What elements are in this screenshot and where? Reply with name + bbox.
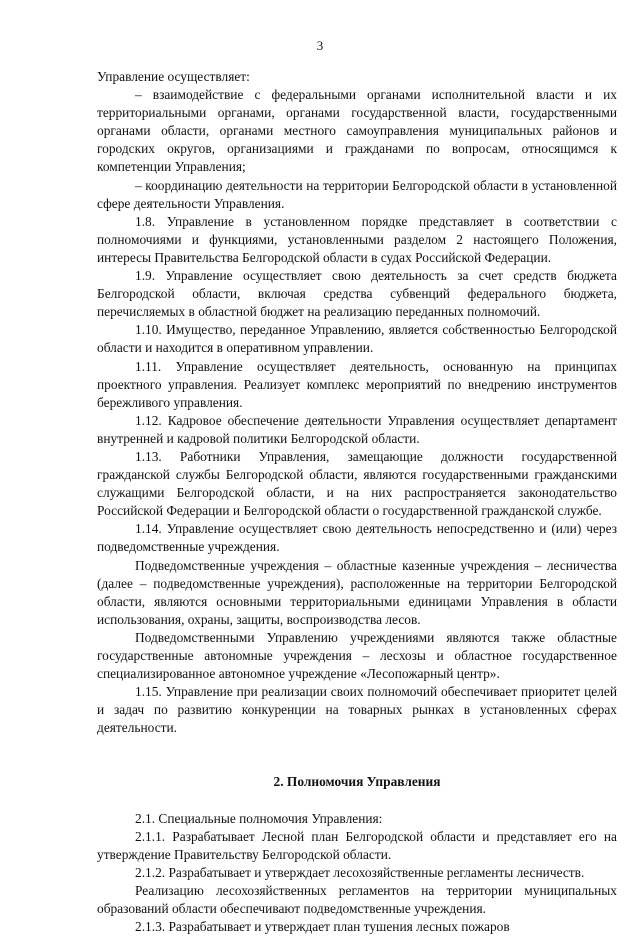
paragraph-interaction: – взаимодействие с федеральными органами исполнительной власти и их территориальными органами, органами государственной власти, государственными органами области, органами местного самоуправления муниципальных районов и городских округов, организациями и гражданами по вопросам, относящимся к компетенции Управления; [97, 87, 617, 175]
paragraph-regulations-implementation: Реализацию лесохозяйственных регламентов на территории муниципальных образований области обеспечивают подведомственные учреждения. [97, 882, 617, 917]
paragraph-2-1-1: 2.1.1. Разрабатывает Лесной план Белгородской области и представляет его на утверждение Правительству Белгородской области. [97, 828, 617, 862]
paragraph-1-11: 1.11. Управление осуществляет деятельность, основанную на принципах проектного управления. Реализует комплекс мероприятий по внедрению инструментов бережливого управления. [97, 358, 617, 410]
paragraph-1-15: 1.15. Управление при реализации своих полномочий обеспечивает приоритет целей и задач по развитию конкуренции на товарных рынках в установленных сферах деятельности. [97, 684, 617, 736]
paragraph-autonomous-institutions: Подведомственными Управлению учреждениями являются также областные государственные автономные учреждения – лесхозы и областное государственное специализированное автономное учреждение «Лесопожарный центр». [97, 629, 617, 682]
document-body [97, 68, 617, 936]
section-title: 2. Полномочия Управления [273, 774, 441, 790]
paragraph-1-8: 1.8. Управление в установленном порядке представляет в соответствии с полномочиями и функциями, установленными разделом 2 настоящего Положения, интересы Правительства Белгородской области в судах Российской Федерации. [97, 213, 617, 265]
paragraph-1-9: 1.9. Управление осуществляет свою деятельность за счет средств бюджета Белгородской области, включая средства субвенций федерального бюджета, перечисляемых в областной бюджет на реализацию переданных полномочий. [97, 268, 617, 320]
paragraph-2-1-3: 2.1.3. Разрабатывает и утверждает план тушения лесных пожаров [135, 919, 510, 935]
paragraph-coordination: – координацию деятельности на территории Белгородской области в установленной сфере деятельности Управления. [97, 177, 617, 211]
paragraph-2-1-2: 2.1.2. Разрабатывает и утверждает лесохозяйственные регламенты лесничеств. [135, 864, 585, 880]
page-number: 3 [316, 38, 324, 53]
paragraph-1-13: 1.13. Работники Управления, замещающие должности государственной гражданской службы Белгородской области, являются государственными гражданскими служащими Белгородской области, и на них распространяется законодательство Российской Федерации и Белгородской области о государственной гражданской службе. [97, 448, 617, 519]
paragraph-subordinate-institutions: Подведомственные учреждения – областные казенные учреждения – лесничества (далее – подведомственные учреждения), расположенные на территории Белгородской области, являются основными территориальными единицами Управления в области использования, охраны, защиты, воспроизводства лесов. [97, 557, 617, 627]
paragraph-1-10: 1.10. Имущество, переданное Управлению, является собственностью Белгородской области и находится в оперативном управлении. [97, 322, 617, 356]
paragraph-2-1: 2.1. Специальные полномочия Управления: [135, 810, 383, 826]
paragraph-1-12: 1.12. Кадровое обеспечение деятельности Управления осуществляет департамент внутренней и кадровой политики Белгородской области. [97, 412, 617, 446]
paragraph-intro: Управление осуществляет: [97, 69, 250, 84]
paragraph-1-14: 1.14. Управление осуществляет свою деятельность непосредственно и (или) через подведомственные учреждения. [97, 521, 617, 555]
